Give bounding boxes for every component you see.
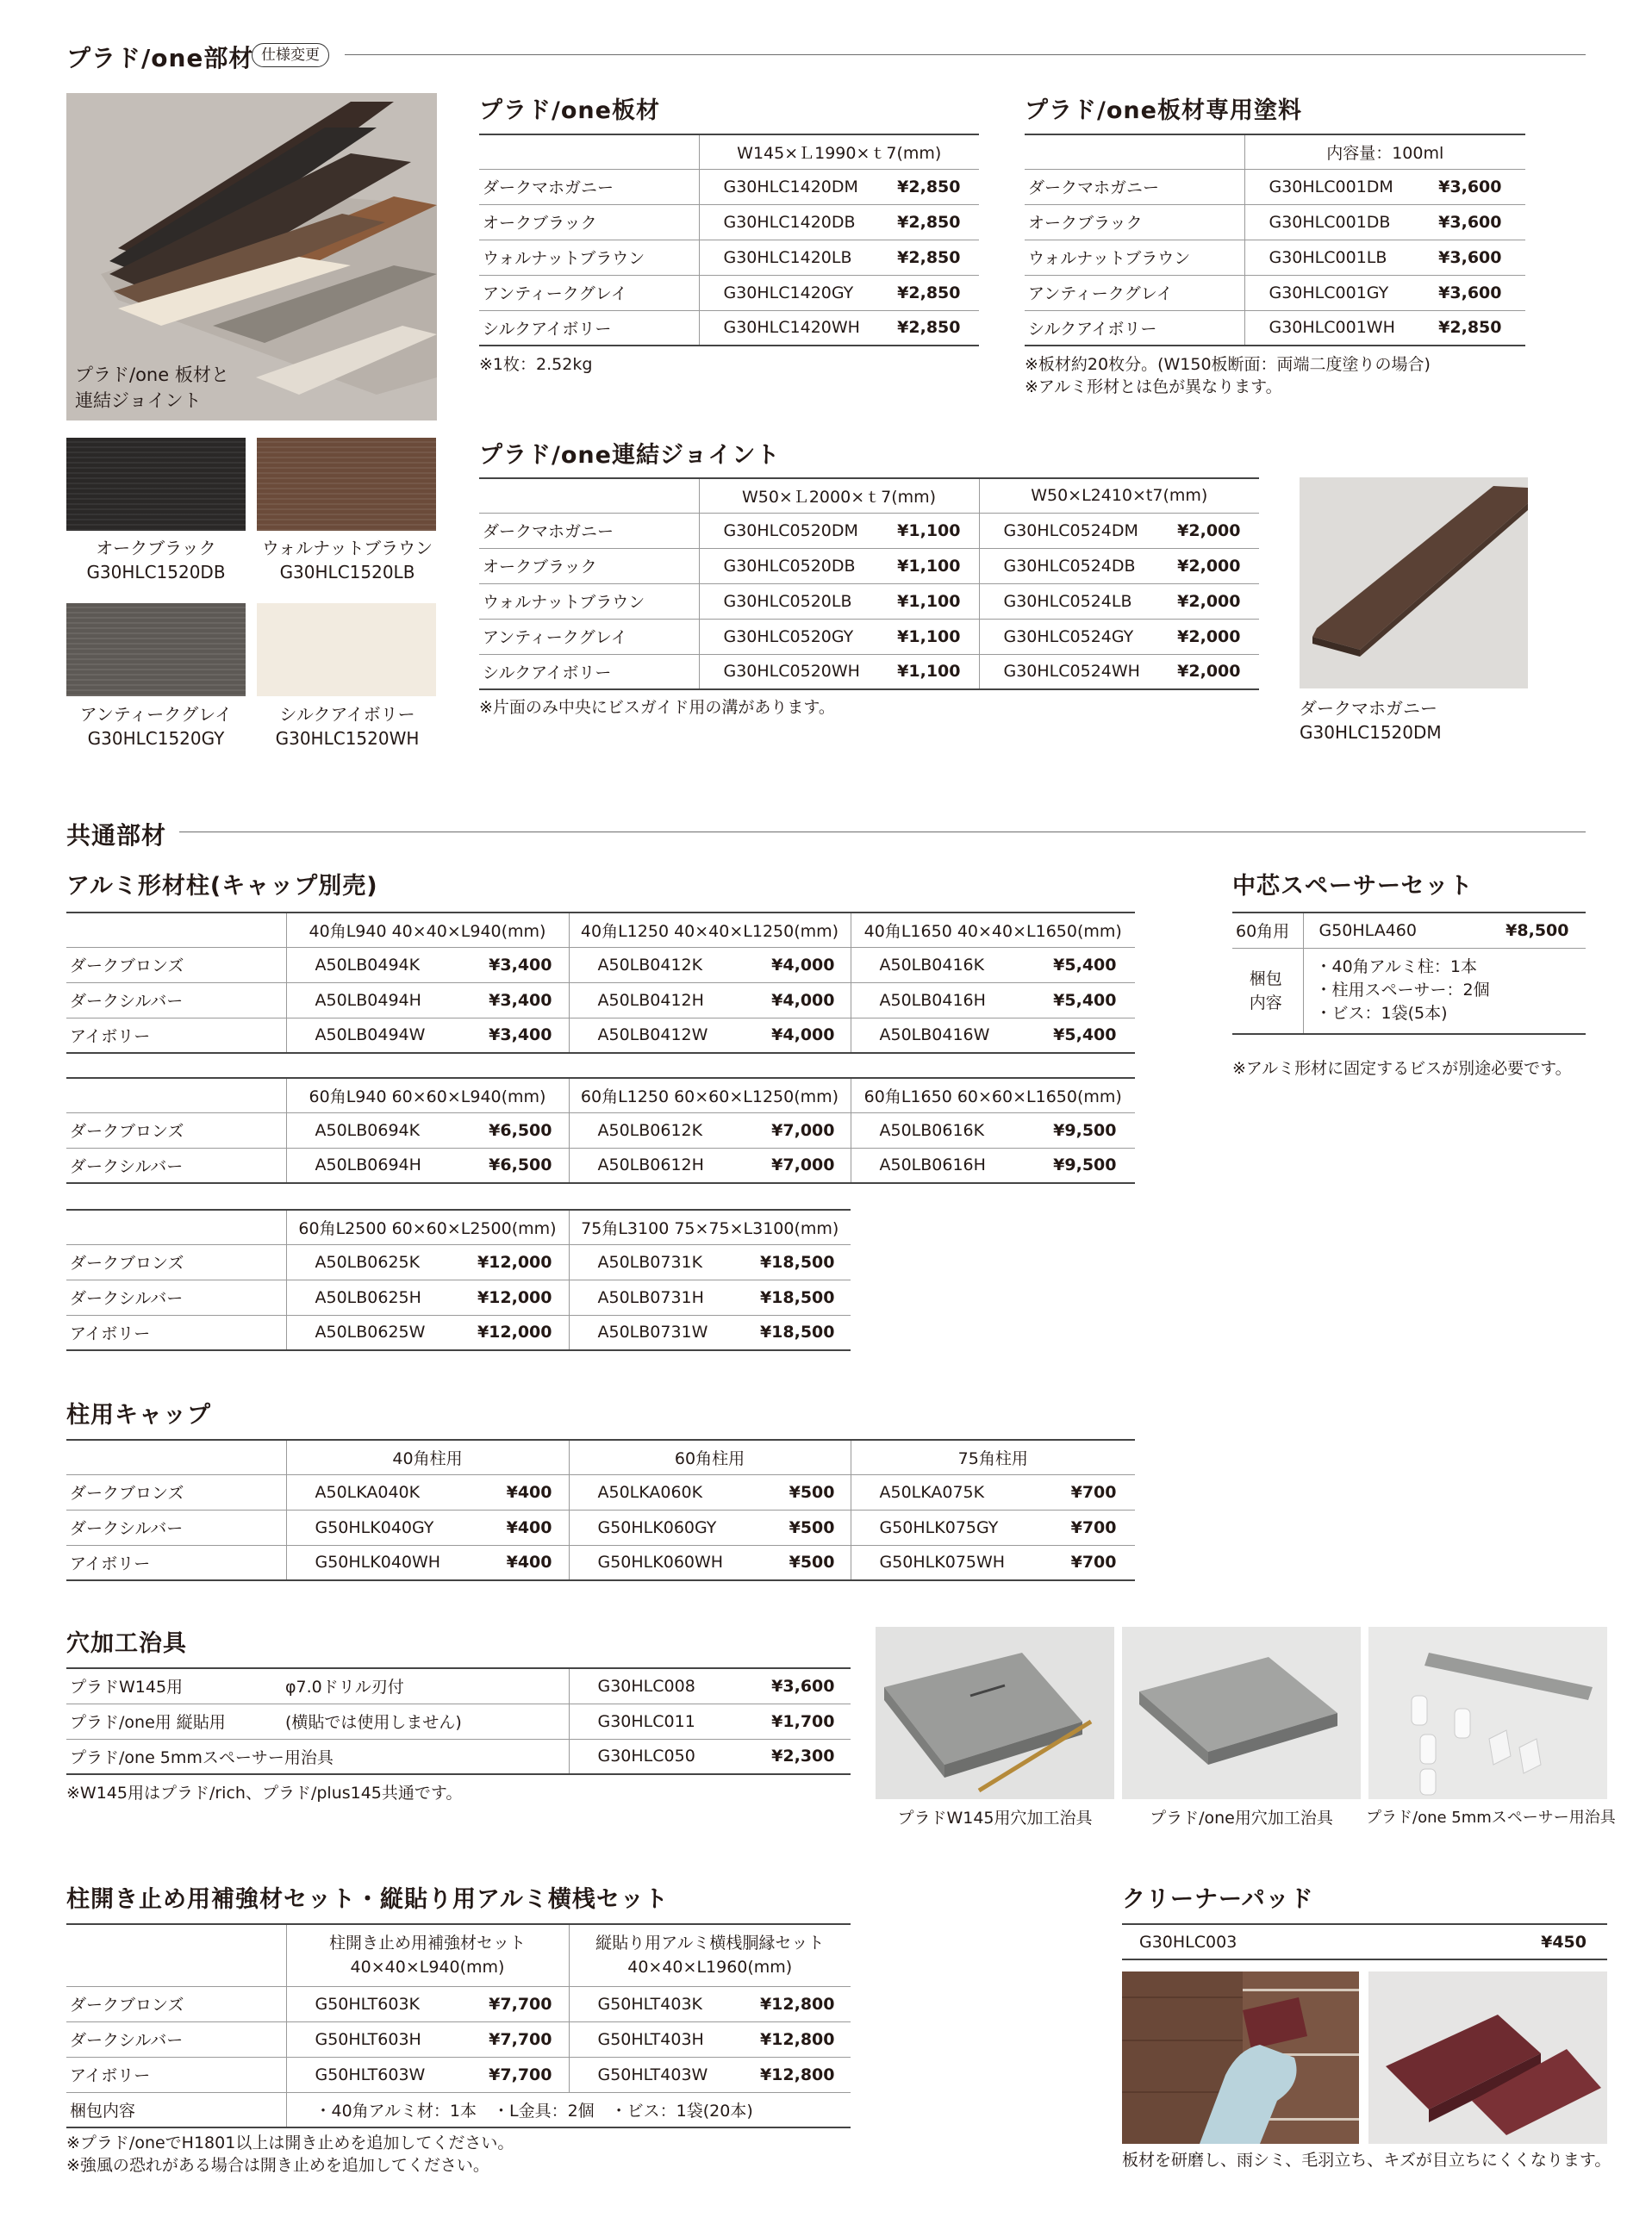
table-row: シルクアイボリー G30HLC0520WH ¥1,100 G30HLC0524WH ¥2,000 xyxy=(479,654,1259,689)
jig-photo-w145 xyxy=(876,1627,1114,1799)
cleaner-photo-use xyxy=(1122,1971,1359,2144)
table-row: アンティークグレイ G30HLC0520GY ¥1,100 G30HLC0524GY ¥2,000 xyxy=(479,619,1259,654)
board-note: ※1枚：2.52kg xyxy=(479,355,593,374)
joint-illustration xyxy=(1300,477,1528,688)
jig-photo-caption-2: プラド/one用穴加工治具 xyxy=(1150,1809,1333,1828)
swatch-name: シルクアイボリー xyxy=(279,704,415,725)
table-row: ダークブロンズ A50LB0694K ¥6,500 A50LB0612K ¥7,000 A50LB0616K ¥9,500 xyxy=(66,1112,1135,1148)
board-joint-photo xyxy=(66,93,437,420)
cleaner-use-illustration xyxy=(1122,1971,1359,2144)
table-row: ダークブロンズ A50LKA040K ¥400 A50LKA060K ¥500 A50LKA075K ¥700 xyxy=(66,1474,1135,1510)
table-row: ダークシルバー G50HLK040GY ¥400 G50HLK060GY ¥500 G50HLK075GY ¥700 xyxy=(66,1510,1135,1545)
cap-table: 40角柱用 60角柱用 75角柱用 ダークブロンズ A50LKA040K ¥400 A50LKA060K ¥500 A50LKA075K ¥700 ダークシルバー G50HLK040GY ¥400 G50HLK060GY ¥500 G50HLK075GY ¥700 アイボリー G50HLK040WH ¥400 G50HLK060WH ¥500 G50HLK075WH ¥700 xyxy=(66,1439,1135,1581)
table-row: アイボリー A50LB0494W ¥3,400 A50LB0412W ¥4,000 A50LB0416W ¥5,400 xyxy=(66,1018,1135,1053)
table-row: ウォルナットブラウン G30HLC1420LB ¥2,850 xyxy=(479,240,979,275)
paint-table xyxy=(1025,134,1525,346)
table-row: プラド/one 5mmスペーサー用治具 G30HLC050 ¥2,300 xyxy=(66,1739,851,1774)
table-row: アンティークグレイ G30HLC001GY ¥3,600 xyxy=(1025,275,1525,310)
reinforce-note-1: ※プラド/oneでH1801以上は開き止めを追加してください。 xyxy=(66,2133,514,2152)
cleaner-pad-illustration xyxy=(1368,1971,1607,2144)
table-row: ウォルナットブラウン G30HLC0520LB ¥1,100 G30HLC0524LB ¥2,000 xyxy=(479,583,1259,619)
alu-table-long: 60角L2500 60×60×L2500(mm) 75角L3100 75×75×L3100(mm) ダークブロンズ A50LB0625K ¥12,000 A50LB0731K ¥18,500 ダークシルバー A50LB0625H ¥12,000 A50LB0731H ¥18,500 アイボリー A50LB0625W ¥12,000 A50LB0731W ¥18,500 xyxy=(66,1209,851,1351)
table-row: ダークシルバー A50LB0494H ¥3,400 A50LB0412H ¥4,000 A50LB0416H ¥5,400 xyxy=(66,982,1135,1018)
table-row: ダークマホガニー G30HLC001DM ¥3,600 xyxy=(1025,169,1525,204)
joint-table xyxy=(479,477,1259,690)
table-row: プラド/one用 縦貼用 (横貼では使用しません) G30HLC011 ¥1,700 xyxy=(66,1704,851,1739)
photo-caption-line-2: 連結ジョイント xyxy=(75,390,202,411)
jig-photo-spacer xyxy=(1368,1627,1607,1799)
board-table xyxy=(479,134,979,346)
spec-change-badge: 仕様変更 xyxy=(252,43,329,67)
table-row: シルクアイボリー G30HLC1420WH ¥2,850 xyxy=(479,310,979,346)
jig-illustration xyxy=(876,1627,1114,1799)
spacer-table: 60角用 G50HLA460 ¥8,500 梱包 内容 ・40角アルミ柱：1本 ・柱用スペーサー：2個 ・ビス：1袋(5本) xyxy=(1232,912,1586,1035)
alu-title: アルミ形材柱(キャップ別売) xyxy=(66,873,378,900)
swatch-color xyxy=(66,438,246,531)
table-row: ダークブロンズ G50HLT603K ¥7,700 G50HLT403K ¥12,800 xyxy=(66,1986,851,2021)
table-row: シルクアイボリー G30HLC001WH ¥2,850 xyxy=(1025,310,1525,346)
joint-note: ※片面のみ中央にビスガイド用の溝があります。 xyxy=(479,698,835,717)
reinforce-title: 柱開き止め用補強材セット・縦貼り用アルミ横桟セット xyxy=(66,1886,669,1913)
swatch-name: アンティークグレイ xyxy=(79,704,233,725)
swatch-silk-ivory xyxy=(257,603,436,696)
photo-caption-line-1: プラド/one 板材と xyxy=(75,364,229,385)
jig-photo-one xyxy=(1122,1627,1361,1799)
paint-title: プラド/one板材専用塗料 xyxy=(1025,97,1302,124)
table-row: ダークブロンズ A50LB0494K ¥3,400 A50LB0412K ¥4,000 A50LB0416K ¥5,400 xyxy=(66,947,1135,982)
joint-photo xyxy=(1300,477,1528,688)
cleaner-photo-pad xyxy=(1368,1971,1607,2144)
section-title-common: 共通部材 xyxy=(66,821,167,850)
table-row: ダークブロンズ A50LB0625K ¥12,000 A50LB0731K ¥18,500 xyxy=(66,1244,851,1280)
board-title: プラド/one板材 xyxy=(479,97,660,124)
table-row: ウォルナットブラウン G30HLC001LB ¥3,600 xyxy=(1025,240,1525,275)
section-rule xyxy=(345,54,1586,55)
table-row: オークブラック G30HLC0520DB ¥1,100 G30HLC0524DB ¥2,000 xyxy=(479,548,1259,583)
table-row: アイボリー G50HLT603W ¥7,700 G50HLT403W ¥12,800 xyxy=(66,2057,851,2092)
reinforce-note-2: ※強風の恐れがある場合は開き止めを追加してください。 xyxy=(66,2156,489,2175)
cap-title: 柱用キャップ xyxy=(66,1402,211,1429)
jig-note: ※W145用はプラド/rich、プラド/plus145共通です。 xyxy=(66,1784,463,1803)
table-row: ダークシルバー A50LB0694H ¥6,500 A50LB0612H ¥7,000 A50LB0616H ¥9,500 xyxy=(66,1148,1135,1183)
swatch-code: G30HLC1520GY xyxy=(87,728,225,749)
swatch-code: G30HLC1520LB xyxy=(279,562,415,582)
joint-header-2: W50×L2410×t7(mm) xyxy=(979,478,1259,513)
table-row: アンティークグレイ G30HLC1420GY ¥2,850 xyxy=(479,275,979,310)
cleaner-title: クリーナーパッド xyxy=(1122,1886,1314,1913)
swatch-antique-gray xyxy=(66,603,246,696)
jig-table xyxy=(66,1667,851,1775)
table-row: プラドW145用 φ7.0ドリル刃付 G30HLC008 ¥3,600 xyxy=(66,1668,851,1704)
jig-photo-caption-3: プラド/one 5mmスペーサー用治具 xyxy=(1366,1809,1616,1827)
cleaner-table: G30HLC003 ¥450 xyxy=(1122,1923,1607,1960)
alu-table-40: 40角L940 40×40×L940(mm) 40角L1250 40×40×L1250(mm) 40角L1650 40×40×L1650(mm) ダークブロンズ A50LB0494K ¥3,400 A50LB0412K ¥4,000 A50LB0416K ¥5,400 ダークシルバー A50LB0494H ¥3,400 A50LB0412H ¥4,000 A50LB0416H ¥5,400 アイボリー A50LB0494W ¥3,400 A50LB0412W ¥4,000 A50LB0416W ¥5,400 xyxy=(66,912,1135,1054)
swatch-walnut-brown xyxy=(257,438,436,531)
paint-header: 内容量：100ml xyxy=(1244,134,1525,169)
swatch-oak-black xyxy=(66,438,246,531)
table-row: オークブラック G30HLC1420DB ¥2,850 xyxy=(479,204,979,240)
table-row: アイボリー A50LB0625W ¥12,000 A50LB0731W ¥18,500 xyxy=(66,1315,851,1350)
swatch-code: G30HLC1520DB xyxy=(86,562,226,582)
paint-note-1: ※板材約20枚分。(W150板断面：両端二度塗りの場合) xyxy=(1025,355,1431,374)
spacer-note: ※アルミ形材に固定するビスが別途必要です。 xyxy=(1232,1059,1572,1078)
swatch-name: オークブラック xyxy=(96,538,216,558)
jig-title: 穴加工治具 xyxy=(66,1630,187,1657)
table-row: ダークマホガニー G30HLC1420DM ¥2,850 xyxy=(479,169,979,204)
joint-header-1: W50×Ｌ2000×ｔ7(mm) xyxy=(699,478,979,513)
board-header: W145×Ｌ1990×ｔ7(mm) xyxy=(699,134,979,169)
swatch-code: G30HLC1520WH xyxy=(275,728,420,749)
table-row: オークブラック G30HLC001DB ¥3,600 xyxy=(1025,204,1525,240)
table-row: ダークシルバー A50LB0625H ¥12,000 A50LB0731H ¥18,500 xyxy=(66,1280,851,1315)
table-row: ダークシルバー G50HLT603H ¥7,700 G50HLT403H ¥12,800 xyxy=(66,2021,851,2057)
jig-illustration xyxy=(1368,1627,1607,1799)
alu-table-60: 60角L940 60×60×L940(mm) 60角L1250 60×60×L1250(mm) 60角L1650 60×60×L1650(mm) ダークブロンズ A50LB0694K ¥6,500 A50LB0612K ¥7,000 A50LB0616K ¥9,500 ダークシルバー A50LB0694H ¥6,500 A50LB0612H ¥7,000 A50LB0616H ¥9,500 xyxy=(66,1077,1135,1184)
section-title-pradone: プラド/one部材 xyxy=(66,44,254,72)
joint-title: プラド/one連結ジョイント xyxy=(479,442,781,469)
jig-photo-caption-1: プラドW145用穴加工治具 xyxy=(897,1809,1093,1828)
table-row: ダークマホガニー G30HLC0520DM ¥1,100 G30HLC0524DM ¥2,000 xyxy=(479,513,1259,548)
reinforce-table: 柱開き止め用補強材セット 40×40×L940(mm) 縦貼り用アルミ横桟胴縁セット 40×40×L1960(mm) ダークブロンズ G50HLT603K ¥7,700 G50HLT403K ¥12,800 ダークシルバー G50HLT603H ¥7,700 G50HLT403H ¥12,800 アイボリー G50HLT603W ¥7,700 G50HLT403W ¥12,800 梱包内容 ・40角アルミ材：1本 ・L金具：2個 ・ビス：1袋(20本) xyxy=(66,1923,851,2128)
spacer-title: 中芯スペーサーセット xyxy=(1232,873,1474,900)
table-row: 梱包内容 ・40角アルミ材：1本 ・L金具：2個 ・ビス：1袋(20本) xyxy=(66,2092,851,2127)
paint-note-2: ※アルミ形材とは色が異なります。 xyxy=(1025,377,1282,396)
joint-photo-name: ダークマホガニー xyxy=(1300,698,1437,719)
table-row: アイボリー G50HLK040WH ¥400 G50HLK060WH ¥500 G50HLK075WH ¥700 xyxy=(66,1545,1135,1580)
jig-illustration xyxy=(1122,1627,1361,1799)
cleaner-note: 板材を研磨し、雨シミ、毛羽立ち、キズが目立ちにくくなります。 xyxy=(1122,2151,1611,2170)
joint-photo-code: G30HLC1520DM xyxy=(1300,722,1442,743)
swatch-name: ウォルナットブラウン xyxy=(261,538,433,558)
